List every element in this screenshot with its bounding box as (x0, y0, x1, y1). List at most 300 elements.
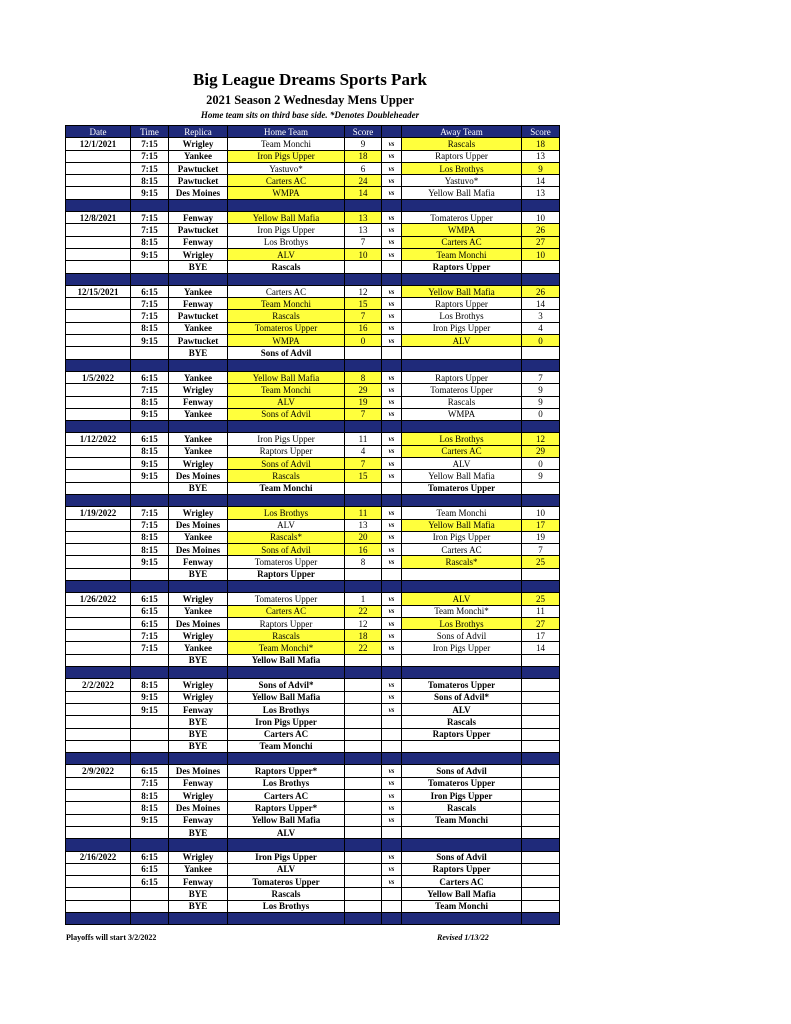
cell-home-score (345, 826, 382, 838)
separator-cell (228, 273, 345, 285)
cell-away-score (522, 802, 560, 814)
cell-away-score (522, 876, 560, 888)
cell-home-team: Los Brothys (228, 236, 345, 248)
cell-away-team: Sons of Advil (402, 765, 522, 777)
cell-home-team: ALV (228, 826, 345, 838)
week-separator (66, 839, 560, 851)
cell-date: 2/16/2022 (66, 851, 131, 863)
cell-vs: vs (382, 617, 402, 629)
cell-replica: Yankee (169, 642, 228, 654)
separator-cell (169, 913, 228, 925)
cell-away-score (522, 654, 560, 666)
header-home-team: Home Team (228, 126, 345, 138)
separator-cell (66, 753, 131, 765)
cell-time: 7:15 (131, 777, 169, 789)
cell-date (66, 556, 131, 568)
cell-away-score: 10 (522, 248, 560, 260)
separator-cell (402, 839, 522, 851)
schedule-table (65, 125, 560, 925)
cell-date: 1/19/2022 (66, 507, 131, 519)
separator-cell (66, 421, 131, 433)
cell-home-team: Tomateros Upper (228, 876, 345, 888)
cell-time: 7:15 (131, 212, 169, 224)
table-row (66, 765, 560, 777)
cell-away-score: 14 (522, 298, 560, 310)
table-row (66, 679, 560, 691)
cell-date (66, 384, 131, 396)
cell-home-team: Los Brothys (228, 703, 345, 715)
table-row (66, 691, 560, 703)
cell-home-score: 24 (345, 175, 382, 187)
cell-vs (382, 568, 402, 580)
cell-home-score: 29 (345, 384, 382, 396)
cell-home-score: 15 (345, 470, 382, 482)
header-date: Date (66, 126, 131, 138)
cell-replica: BYE (169, 261, 228, 273)
table-row (66, 224, 560, 236)
cell-away-score: 14 (522, 175, 560, 187)
cell-home-team: Sons of Advil (228, 408, 345, 420)
cell-time: 7:15 (131, 642, 169, 654)
cell-away-score: 26 (522, 224, 560, 236)
cell-replica: Des Moines (169, 187, 228, 199)
cell-away-team: Iron Pigs Upper (402, 790, 522, 802)
cell-home-team: Rascals (228, 470, 345, 482)
cell-vs: vs (382, 642, 402, 654)
cell-away-team: Team Monchi (402, 507, 522, 519)
cell-home-score: 20 (345, 531, 382, 543)
cell-time (131, 728, 169, 740)
cell-home-score (345, 679, 382, 691)
cell-home-score: 14 (345, 187, 382, 199)
separator-cell (382, 839, 402, 851)
cell-time: 9:15 (131, 556, 169, 568)
cell-away-score (522, 482, 560, 494)
cell-date (66, 445, 131, 457)
table-row (66, 322, 560, 334)
table-row (66, 826, 560, 838)
week-separator (66, 753, 560, 765)
separator-cell (169, 494, 228, 506)
cell-home-score (345, 790, 382, 802)
cell-time: 9:15 (131, 458, 169, 470)
cell-home-score: 10 (345, 248, 382, 260)
separator-cell (169, 359, 228, 371)
table-row (66, 445, 560, 457)
cell-home-team: Los Brothys (228, 507, 345, 519)
cell-date (66, 728, 131, 740)
separator-cell (66, 359, 131, 371)
cell-date (66, 568, 131, 580)
cell-away-team: Yellow Ball Mafia (402, 888, 522, 900)
cell-home-score (345, 863, 382, 875)
cell-home-team: Carters AC (228, 790, 345, 802)
cell-home-team: Team Monchi (228, 138, 345, 150)
cell-vs (382, 347, 402, 359)
cell-vs: vs (382, 777, 402, 789)
cell-home-score: 16 (345, 322, 382, 334)
cell-vs (382, 482, 402, 494)
separator-cell (402, 359, 522, 371)
cell-home-team: Yellow Ball Mafia (228, 814, 345, 826)
cell-replica: Yankee (169, 150, 228, 162)
cell-time: 9:15 (131, 408, 169, 420)
cell-away-team: ALV (402, 335, 522, 347)
cell-replica: Fenway (169, 777, 228, 789)
separator-cell (228, 199, 345, 211)
separator-cell (382, 580, 402, 592)
separator-cell (66, 199, 131, 211)
cell-home-team: Iron Pigs Upper (228, 433, 345, 445)
table-row (66, 851, 560, 863)
cell-replica: BYE (169, 728, 228, 740)
week-separator (66, 199, 560, 211)
table-row (66, 556, 560, 568)
cell-replica: Yankee (169, 408, 228, 420)
cell-replica: Fenway (169, 814, 228, 826)
cell-home-team: Team Monchi (228, 298, 345, 310)
cell-date (66, 248, 131, 260)
table-row (66, 888, 560, 900)
cell-away-team: Tomateros Upper (402, 482, 522, 494)
table-row (66, 728, 560, 740)
separator-cell (382, 359, 402, 371)
cell-away-team: Carters AC (402, 876, 522, 888)
cell-vs: vs (382, 236, 402, 248)
cell-away-score: 10 (522, 212, 560, 224)
cell-home-team: Iron Pigs Upper (228, 150, 345, 162)
separator-cell (382, 753, 402, 765)
cell-away-team: Los Brothys (402, 617, 522, 629)
cell-replica: BYE (169, 347, 228, 359)
cell-time: 8:15 (131, 790, 169, 802)
table-row (66, 335, 560, 347)
cell-date (66, 888, 131, 900)
cell-date (66, 703, 131, 715)
cell-home-score (345, 691, 382, 703)
cell-vs: vs (382, 408, 402, 420)
separator-cell (522, 421, 560, 433)
table-row (66, 150, 560, 162)
cell-away-team: Tomateros Upper (402, 384, 522, 396)
cell-time (131, 347, 169, 359)
cell-away-team: Sons of Advil (402, 630, 522, 642)
cell-vs: vs (382, 519, 402, 531)
table-row (66, 790, 560, 802)
cell-date (66, 187, 131, 199)
cell-home-score: 16 (345, 544, 382, 556)
table-row (66, 310, 560, 322)
week-separator (66, 913, 560, 925)
cell-vs: vs (382, 790, 402, 802)
separator-cell (522, 839, 560, 851)
cell-away-team: Raptors Upper (402, 863, 522, 875)
cell-home-score: 1 (345, 593, 382, 605)
cell-date (66, 900, 131, 912)
cell-home-team: Rascals (228, 630, 345, 642)
cell-away-score: 9 (522, 162, 560, 174)
cell-home-team: Carters AC (228, 285, 345, 297)
cell-home-team: Sons of Advil (228, 458, 345, 470)
cell-date: 2/9/2022 (66, 765, 131, 777)
page-subtitle: 2021 Season 2 Wednesday Mens Upper (206, 93, 414, 107)
cell-away-score (522, 728, 560, 740)
table-row (66, 371, 560, 383)
cell-home-score: 13 (345, 224, 382, 236)
cell-time: 8:15 (131, 175, 169, 187)
separator-cell (382, 421, 402, 433)
separator-cell (382, 667, 402, 679)
table-row (66, 531, 560, 543)
cell-vs: vs (382, 187, 402, 199)
cell-replica: Des Moines (169, 544, 228, 556)
table-row (66, 175, 560, 187)
cell-date (66, 691, 131, 703)
cell-replica: Des Moines (169, 802, 228, 814)
separator-cell (131, 913, 169, 925)
cell-vs: vs (382, 765, 402, 777)
cell-date (66, 347, 131, 359)
cell-replica: Wrigley (169, 790, 228, 802)
cell-date (66, 261, 131, 273)
cell-time: 8:15 (131, 802, 169, 814)
cell-time: 6:15 (131, 593, 169, 605)
table-row (66, 507, 560, 519)
cell-replica: Fenway (169, 876, 228, 888)
separator-cell (66, 273, 131, 285)
cell-away-team: Rascals* (402, 556, 522, 568)
table-row (66, 384, 560, 396)
cell-away-team: Raptors Upper (402, 261, 522, 273)
cell-vs: vs (382, 335, 402, 347)
separator-cell (131, 273, 169, 285)
separator-cell (522, 753, 560, 765)
table-row (66, 605, 560, 617)
cell-replica: Des Moines (169, 470, 228, 482)
cell-vs: vs (382, 544, 402, 556)
cell-date (66, 863, 131, 875)
separator-cell (228, 753, 345, 765)
cell-home-score: 12 (345, 617, 382, 629)
cell-home-score (345, 728, 382, 740)
cell-away-team: Sons of Advil (402, 851, 522, 863)
cell-replica: Fenway (169, 396, 228, 408)
cell-date (66, 458, 131, 470)
cell-away-score: 9 (522, 470, 560, 482)
table-row (66, 630, 560, 642)
cell-home-score: 15 (345, 298, 382, 310)
cell-date (66, 335, 131, 347)
cell-home-team: Rascals (228, 261, 345, 273)
cell-vs: vs (382, 371, 402, 383)
cell-home-score: 7 (345, 310, 382, 322)
cell-time (131, 900, 169, 912)
cell-away-score: 27 (522, 236, 560, 248)
cell-away-team: Rascals (402, 802, 522, 814)
cell-vs: vs (382, 396, 402, 408)
cell-vs: vs (382, 703, 402, 715)
separator-cell (169, 753, 228, 765)
separator-cell (522, 580, 560, 592)
cell-replica: Pawtucket (169, 224, 228, 236)
cell-vs: vs (382, 814, 402, 826)
cell-home-score: 13 (345, 519, 382, 531)
week-separator (66, 667, 560, 679)
cell-vs: vs (382, 691, 402, 703)
cell-away-score (522, 765, 560, 777)
cell-away-team: WMPA (402, 224, 522, 236)
cell-home-team: Sons of Advil (228, 544, 345, 556)
cell-date (66, 814, 131, 826)
cell-home-score: 7 (345, 236, 382, 248)
cell-away-team: ALV (402, 458, 522, 470)
table-row (66, 876, 560, 888)
cell-replica: BYE (169, 826, 228, 838)
cell-home-team: Yellow Ball Mafia (228, 371, 345, 383)
cell-home-score: 0 (345, 335, 382, 347)
separator-cell (345, 273, 382, 285)
cell-home-team: Yellow Ball Mafia (228, 654, 345, 666)
cell-away-score: 27 (522, 617, 560, 629)
cell-home-score (345, 814, 382, 826)
cell-date (66, 519, 131, 531)
cell-date (66, 162, 131, 174)
cell-replica: Yankee (169, 863, 228, 875)
cell-away-score: 18 (522, 138, 560, 150)
cell-replica: BYE (169, 482, 228, 494)
cell-home-score (345, 654, 382, 666)
cell-home-team: Yastuvo* (228, 162, 345, 174)
cell-vs: vs (382, 310, 402, 322)
cell-vs: vs (382, 470, 402, 482)
cell-home-score (345, 900, 382, 912)
separator-cell (169, 580, 228, 592)
cell-home-team: Team Monchi* (228, 642, 345, 654)
separator-cell (402, 494, 522, 506)
separator-cell (345, 839, 382, 851)
cell-away-score (522, 900, 560, 912)
cell-date (66, 310, 131, 322)
cell-replica: Fenway (169, 556, 228, 568)
cell-date: 12/15/2021 (66, 285, 131, 297)
cell-date (66, 605, 131, 617)
cell-date (66, 175, 131, 187)
cell-replica: Yankee (169, 371, 228, 383)
cell-replica: BYE (169, 568, 228, 580)
table-row (66, 777, 560, 789)
cell-home-team: Los Brothys (228, 900, 345, 912)
table-row (66, 814, 560, 826)
cell-away-score: 0 (522, 408, 560, 420)
cell-date (66, 544, 131, 556)
cell-date (66, 150, 131, 162)
cell-away-team: Carters AC (402, 236, 522, 248)
separator-cell (228, 580, 345, 592)
cell-replica: Wrigley (169, 593, 228, 605)
cell-time: 6:15 (131, 863, 169, 875)
table-row (66, 458, 560, 470)
cell-away-team: Rascals (402, 716, 522, 728)
cell-date: 1/12/2022 (66, 433, 131, 445)
cell-away-team: Team Monchi (402, 814, 522, 826)
cell-time: 7:15 (131, 507, 169, 519)
separator-cell (131, 839, 169, 851)
cell-away-team: Iron Pigs Upper (402, 642, 522, 654)
table-row (66, 703, 560, 715)
cell-time: 7:15 (131, 384, 169, 396)
table-row (66, 593, 560, 605)
separator-cell (345, 580, 382, 592)
cell-time (131, 654, 169, 666)
cell-vs: vs (382, 162, 402, 174)
cell-vs (382, 728, 402, 740)
cell-replica: Wrigley (169, 679, 228, 691)
cell-away-score (522, 740, 560, 752)
table-row (66, 298, 560, 310)
header-away-score: Score (522, 126, 560, 138)
page-title: Big League Dreams Sports Park (193, 70, 427, 89)
cell-away-score: 17 (522, 630, 560, 642)
separator-cell (131, 667, 169, 679)
cell-replica: Fenway (169, 298, 228, 310)
cell-home-team: Raptors Upper (228, 617, 345, 629)
cell-home-team: Yellow Ball Mafia (228, 691, 345, 703)
cell-home-score (345, 347, 382, 359)
cell-date (66, 802, 131, 814)
separator-cell (382, 913, 402, 925)
cell-replica: BYE (169, 654, 228, 666)
cell-date (66, 740, 131, 752)
cell-away-team: Yastuvo* (402, 175, 522, 187)
cell-time: 7:15 (131, 138, 169, 150)
table-row (66, 285, 560, 297)
cell-vs: vs (382, 384, 402, 396)
cell-away-team: Team Monchi* (402, 605, 522, 617)
cell-home-team: Iron Pigs Upper (228, 851, 345, 863)
cell-home-score (345, 851, 382, 863)
cell-away-score (522, 790, 560, 802)
table-row (66, 642, 560, 654)
cell-vs: vs (382, 138, 402, 150)
cell-replica: Yankee (169, 433, 228, 445)
separator-cell (345, 667, 382, 679)
cell-away-team: Raptors Upper (402, 371, 522, 383)
cell-away-score: 11 (522, 605, 560, 617)
cell-replica: Wrigley (169, 507, 228, 519)
cell-home-team: Sons of Advil (228, 347, 345, 359)
separator-cell (228, 913, 345, 925)
separator-cell (345, 753, 382, 765)
cell-time (131, 740, 169, 752)
table-row (66, 740, 560, 752)
table-row (66, 396, 560, 408)
cell-time: 8:15 (131, 322, 169, 334)
week-separator (66, 359, 560, 371)
cell-time (131, 826, 169, 838)
cell-away-score: 3 (522, 310, 560, 322)
separator-cell (402, 199, 522, 211)
cell-home-score (345, 802, 382, 814)
cell-away-score (522, 716, 560, 728)
separator-cell (228, 494, 345, 506)
cell-home-team: Tomateros Upper (228, 322, 345, 334)
cell-away-team: Rascals (402, 138, 522, 150)
table-row (66, 802, 560, 814)
cell-replica: Wrigley (169, 851, 228, 863)
cell-away-score: 25 (522, 556, 560, 568)
cell-vs: vs (382, 322, 402, 334)
cell-away-team: Los Brothys (402, 433, 522, 445)
